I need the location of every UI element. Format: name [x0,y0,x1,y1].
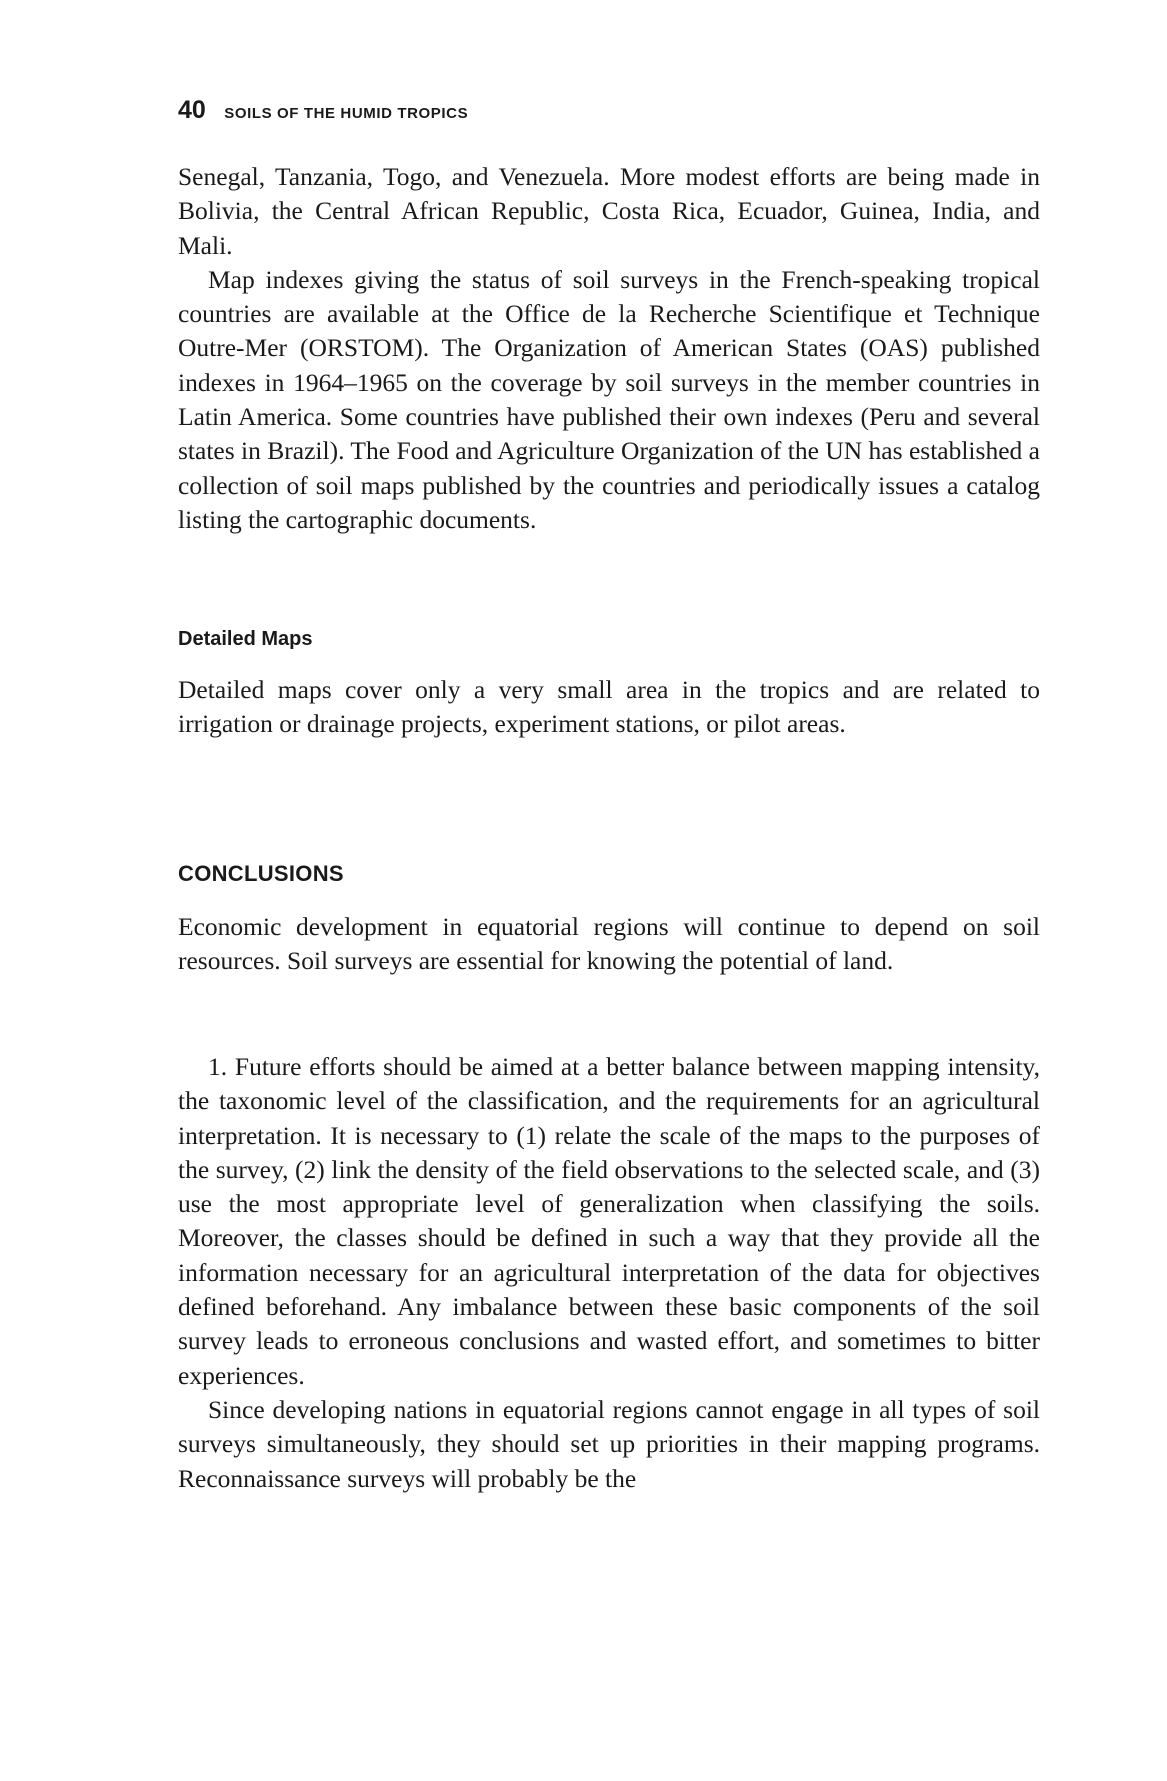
paragraph-continued: Senegal, Tanzania, Togo, and Venezuela. More modest efforts are being made in Bolivia, the Central African Republic, Costa Rica, Ecuador, Guinea, India, and Mali. [178,162,1040,260]
detailed-maps-text [178,673,1040,742]
running-head [178,96,468,125]
paragraph-priorities: Since developing nations in equatorial regions cannot engage in all types of soil surveys simultaneously, they should set up priorities in their mapping programs. Reconnaissance surveys will probably be the [178,1394,1040,1493]
section-heading-conclusions: CONCLUSIONS [178,861,344,886]
section-heading-detailed-maps: Detailed Maps [178,628,313,650]
paragraph-point-1: 1. Future efforts should be aimed at a better balance between mapping intensity, the taxonomic level of the classification, and the requirements for an agricultural interpretation. It is necessary to (1) relate the scale of the maps to the purposes of the survey, (2) link the density of the field observations to the selected scale, and (3) use the most appropriate level of generalization when classifying the soils. Moreover, the classes should be defined in such a way that they provide all the information necessary for an agricultural interpretation of the data for objectives defined beforehand. Any imbalance between these basic components of the soil survey leads to erroneous conclusions and wasted effort, and sometimes to bitter experiences. [178,1052,1040,1390]
running-title: SOILS OF THE HUMID TROPICS [224,105,469,122]
paragraph-map-indexes: Map indexes giving the status of soil surveys in the French-speaking tropical countries are available at the Office de la Recherche Scientifique et Technique Outre-Mer (ORSTOM). The Organization of American States (OAS) published indexes in 1964–1965 on the coverage by soil surveys in the member countries in Latin America. Some countries have published their own indexes (Peru and several states in Brazil). The Food and Agriculture Organization of the UN has established a collection of soil maps published by the countries and periodically issues a catalog listing the cartographic documents. [178,264,1040,534]
page-number: 40 [178,96,206,124]
opening-text [178,160,1040,537]
conclusions-intro-text [178,910,1040,979]
paragraph-conclusions-intro: Economic development in equatorial regions will continue to depend on soil resources. Soil surveys are essential for knowing the potential of land. [178,912,1040,976]
paragraph-detailed-maps: Detailed maps cover only a very small area in the tropics and are related to irrigation or drainage projects, experiment stations, or pilot areas. [178,675,1040,739]
conclusions-points-text [178,1050,1040,1496]
